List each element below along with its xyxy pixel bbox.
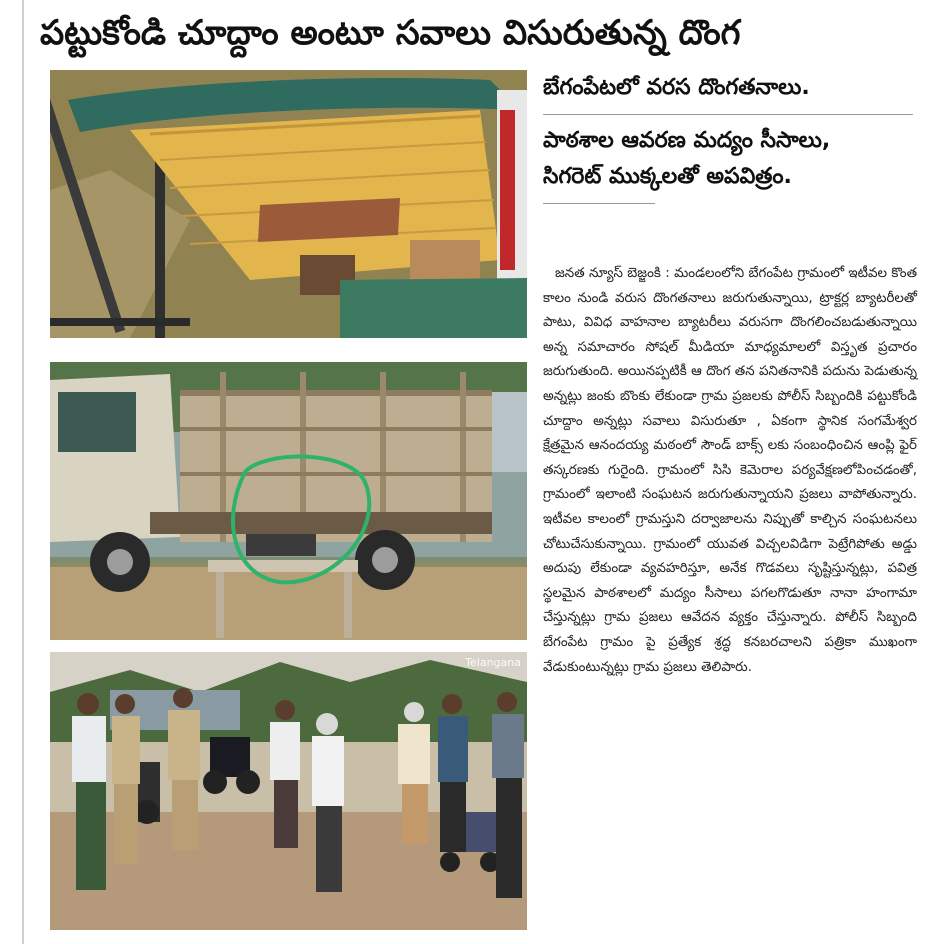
- photo-watermark: Telangana: [465, 656, 521, 669]
- subheadline-1: బేగంపేటలో వరస దొంగతనాలు.: [543, 75, 810, 100]
- goods-vehicle-illustration: [50, 362, 527, 640]
- photo-villagers-police: [50, 652, 527, 930]
- column-rule: [22, 0, 24, 944]
- subheadline-divider: [543, 114, 913, 115]
- subheadlines: [543, 68, 915, 212]
- subheadline-2: పాఠశాల ఆవరణ మద్యం సీసాలు, సిగరెట్ ముక్కలతో అపవిత్రం.: [543, 128, 831, 189]
- article-body: జనత న్యూస్ బెజ్జంకి : మండలంలోని బేగంపేట గ్రామంలో ఇటీవల కొంత కాలం నుండి వరుస దొంగతనాలు జరుగుతున్నాయి, ట్రాక్టర్ల బ్యాటరీలతో పాటు, వివిధ వాహనాల బ్యాటరీలు వరుసగా దొంగలించబడుతున్నాయి అన్న సమాచారం సోషల్ మీడియా మాధ్యమాలలో విస్తృత ప్రచారం జరుగుతుంది. అయినప్పటికీ ఆ దొంగ తన పనితనానికి పదును పెడుతున్న అన్నట్లు జంకు బొంకు లేకుండా గ్రామ ప్రజలకు పోలీస్ సిబ్బందికి పట్టుకోండి చూద్దాం అన్నట్లు సవాలు విసురుతూ , ఏకంగా స్థానిక సంగమేశ్వర క్షేత్రమైన ఆనందయ్య మఠంలో సౌండ్ బాక్స్ లకు సంబంధించిన ఆంప్లి ఫైర్ తస్కరణకు గురైంది. గ్రామంలో సిసి కెమెరాల పర్యవేక్షణలోపించడంతో, గ్రామంలో ఇలాంటి సంఘటన జరుగుతున్నాయని ప్రజలు వాపోతున్నారు. ఇటీవల కాలంలో గ్రామస్తుని దర్వాజాలను నిప్పుతో కాల్చిన సంఘటనలు చోటుచేసుకున్నాయి. గ్రామంలో యువత విచ్చలవిడిగా పెట్రేగిపోతు అడ్డు అదుపు లేకుండా వ్యవహరిస్తూ, అనేక గొడవలు సృష్టిస్తున్నట్లు, పవిత్ర స్థలమైన పాఠశాలలో మద్యం సీసాలు పగలగొడుతూ నానా హంగామా చేస్తున్నట్లు గ్రామ ప్రజలు ఆవేదన వ్యక్తం చేస్తున్నారు. పోలీస్ సిబ్బంది బేగంపేట గ్రామం పై ప్రత్యేక శ్రద్ధ కనబరచాలని పత్రికా ముఖంగా వేడుకుంటున్నట్లు గ్రామ ప్రజలు తెలిపారు.: [543, 266, 917, 675]
- tractor-seat-illustration: [50, 70, 527, 338]
- subheadline-end-rule: [543, 203, 655, 204]
- villagers-illustration: [50, 652, 527, 930]
- photo-tractor-seat: [50, 70, 527, 338]
- headline: పట్టుకోండి చూద్దాం అంటూ సవాలు విసురుతున్న దొంగ: [40, 13, 741, 53]
- photo-goods-vehicle: [50, 362, 527, 640]
